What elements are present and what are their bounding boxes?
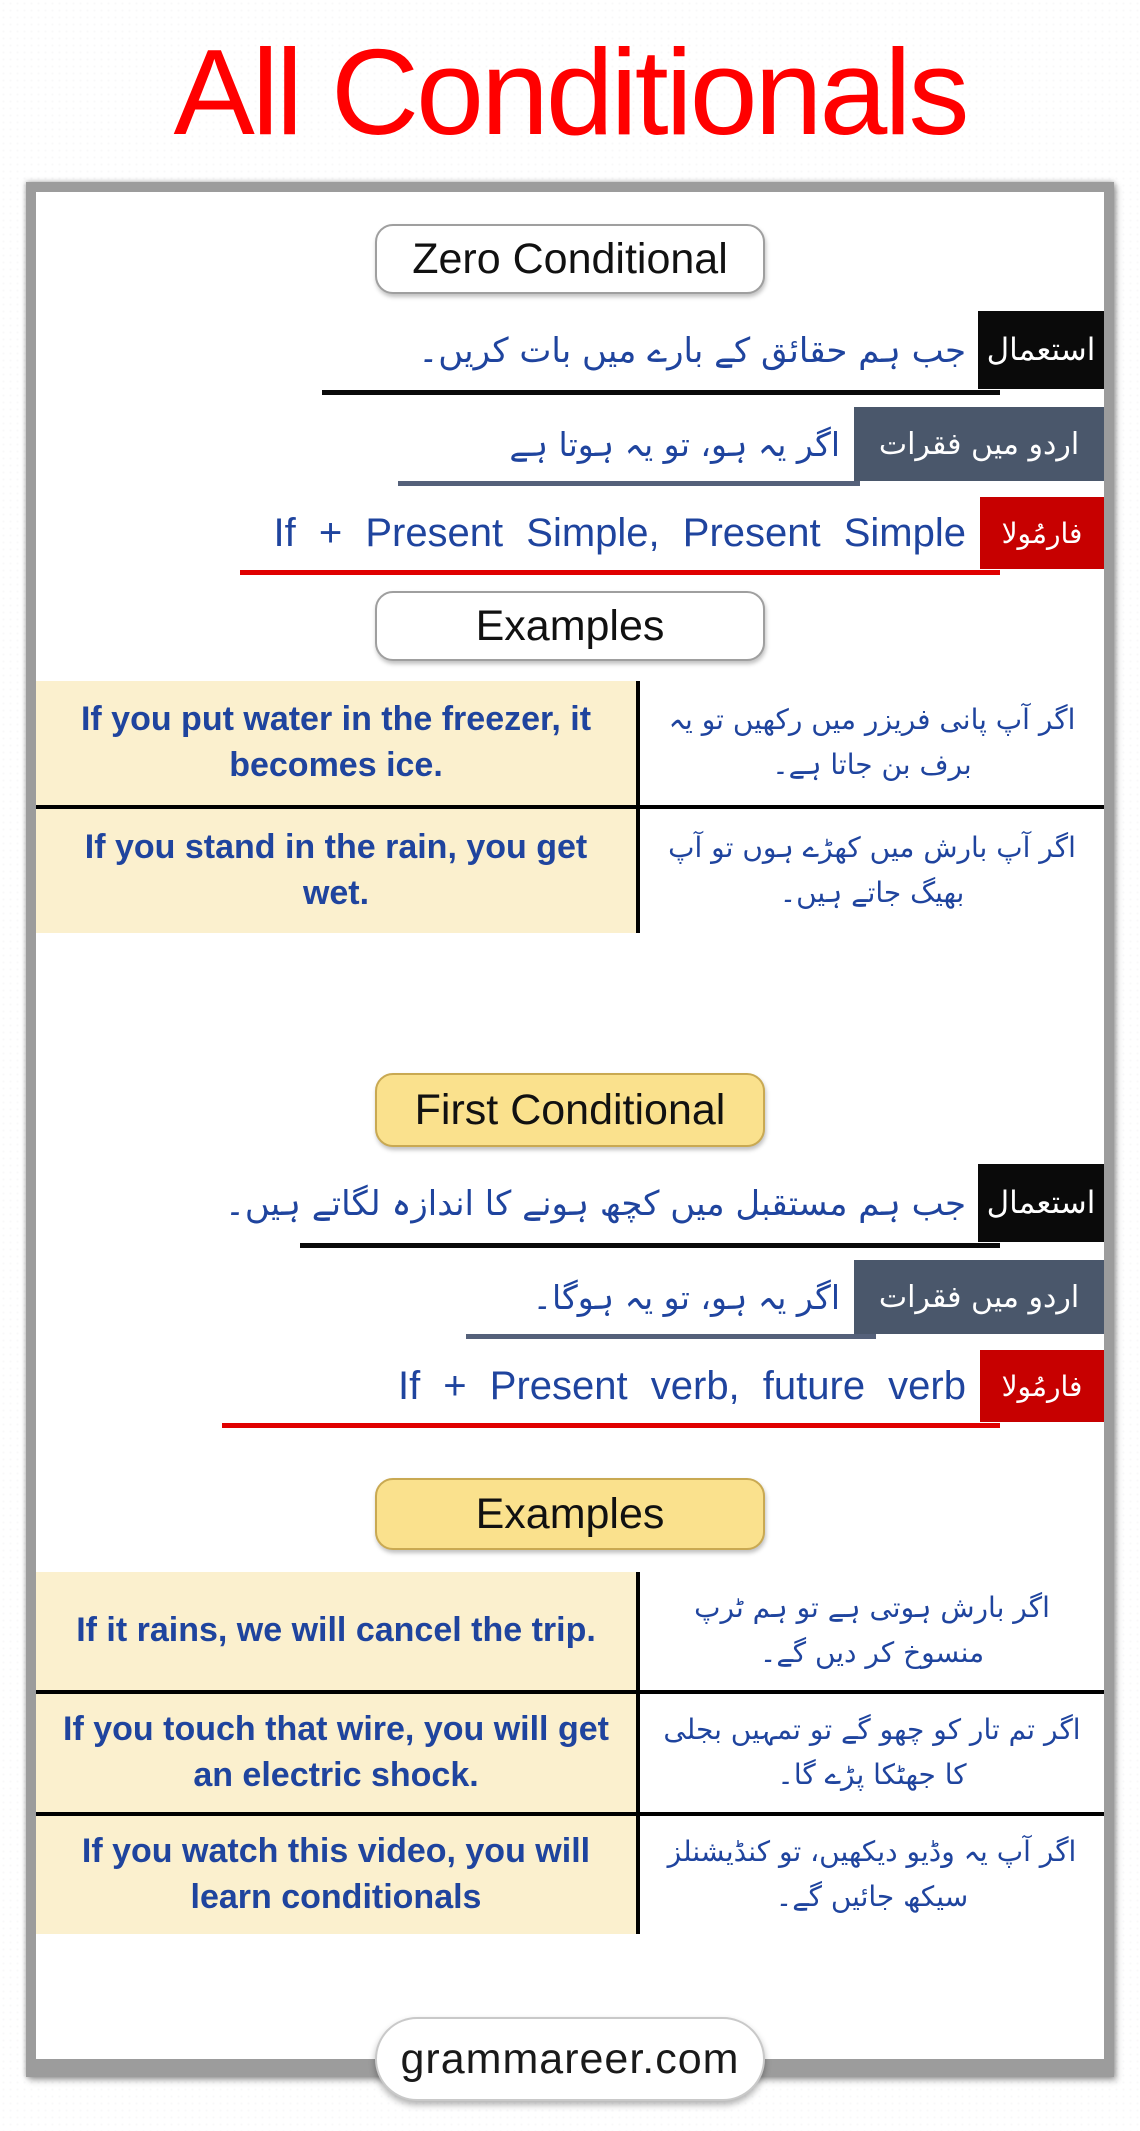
example-urdu-cell: اگر تم تار کو چھو گے تو تمہیں بجلی کا جھٹکا پڑے گا۔	[636, 1694, 1104, 1812]
example-english-cell: If you watch this video, you will learn conditionals	[36, 1816, 636, 1934]
examples-table	[36, 1572, 1104, 1934]
example-row	[36, 681, 1104, 805]
usage-underline	[322, 390, 1000, 395]
example-english-cell: If you stand in the rain, you get wet.	[36, 809, 636, 933]
usage-row	[36, 1163, 1104, 1243]
usage-row	[36, 310, 1104, 390]
pattern-underline	[466, 1334, 876, 1339]
examples-pill-text: Examples	[475, 601, 665, 650]
poster-content	[36, 192, 1104, 2059]
page-title: All Conditionals	[173, 24, 967, 160]
formula-tag: فارمُولا	[980, 1350, 1104, 1422]
site-footer-pill	[375, 2017, 765, 2101]
example-row	[36, 805, 1104, 933]
pattern-text-urdu: اگر یہ ہو، تو یہ ہوگا۔	[532, 1277, 840, 1317]
example-urdu-cell: اگر آپ یہ وڈیو دیکھیں، تو کنڈیشنلز سیکھ جائیں گے۔	[636, 1816, 1104, 1934]
usage-tag: استعمال	[978, 1164, 1104, 1242]
formula-underline	[222, 1423, 1000, 1428]
urdu-sentences-tag: اردو میں فقرات	[854, 1260, 1104, 1334]
usage-text-urdu: جب ہم مستقبل میں کچھ ہونے کا اندازہ لگاتے ہیں۔	[224, 1183, 966, 1224]
urdu-sentence-row	[36, 407, 1104, 481]
example-english-cell: If you put water in the freezer, it becomes ice.	[36, 681, 636, 805]
formula-row	[36, 1349, 1104, 1423]
formula-row	[36, 496, 1104, 570]
section-zero-conditional	[36, 224, 1104, 933]
example-row	[36, 1812, 1104, 1934]
example-urdu-cell: اگر بارش ہوتی ہے تو ہم ٹرپ منسوخ کر دیں گے۔	[636, 1572, 1104, 1690]
urdu-sentences-tag: اردو میں فقرات	[854, 407, 1104, 481]
usage-underline	[300, 1243, 1000, 1248]
example-urdu-cell: اگر آپ پانی فریزر میں رکھیں تو یہ برف بن جاتا ہے۔	[636, 681, 1104, 805]
formula-underline	[240, 570, 1000, 575]
section-title-pill	[375, 224, 765, 294]
section-first-conditional	[36, 1073, 1104, 1934]
example-english-cell: If you touch that wire, you will get an electric shock.	[36, 1694, 636, 1812]
pattern-text-urdu: اگر یہ ہو، تو یہ ہوتا ہے	[509, 424, 840, 464]
urdu-sentence-row	[36, 1260, 1104, 1334]
section-title-text: First Conditional	[414, 1085, 726, 1134]
formula-text: If + Present Simple, Present Simple	[273, 510, 966, 555]
usage-tag: استعمال	[978, 311, 1104, 389]
usage-text-urdu: جب ہم حقائق کے بارے میں بات کریں۔	[418, 330, 966, 371]
poster-page	[0, 14, 1140, 2131]
examples-pill	[375, 1478, 765, 1550]
examples-table	[36, 681, 1104, 933]
examples-pill	[375, 591, 765, 661]
poster-frame	[26, 182, 1114, 2083]
examples-pill-text: Examples	[475, 1489, 665, 1538]
example-row	[36, 1690, 1104, 1812]
formula-text: If + Present verb, future verb	[397, 1363, 966, 1408]
example-english-cell: If it rains, we will cancel the trip.	[36, 1572, 636, 1690]
section-title-pill	[375, 1073, 765, 1147]
example-row	[36, 1572, 1104, 1690]
pattern-underline	[398, 481, 860, 486]
example-urdu-cell: اگر آپ بارش میں کھڑے ہوں تو آپ بھیگ جاتے ہیں۔	[636, 809, 1104, 933]
formula-tag: فارمُولا	[980, 497, 1104, 569]
site-name: grammareer.com	[400, 2034, 740, 2083]
section-title-text: Zero Conditional	[412, 234, 728, 283]
